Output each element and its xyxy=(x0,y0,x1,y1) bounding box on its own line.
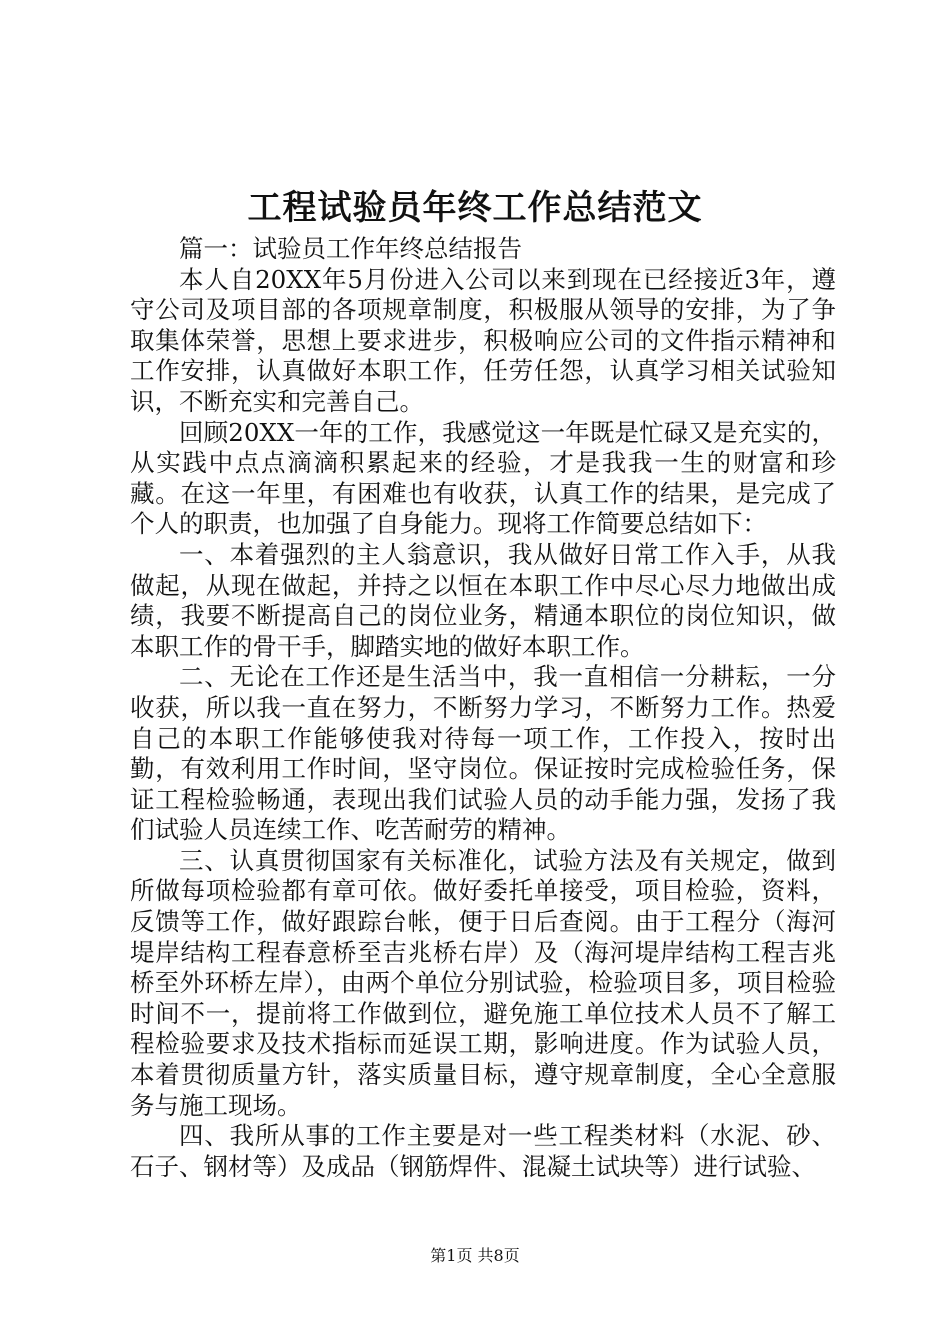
paragraph: 本人自20XX年5月份进入公司以来到现在已经接近3年，遵守公司及项目部的各项规章制度，积极服从领导的安排，为了争取集体荣誉，思想上要求进步，积极响应公司的文件指示精神和工作安排，认真做好本职工作，任劳任怨，认真学习相关试验知识，不断充实和完善自己。 xyxy=(130,264,836,416)
paragraph: 回顾20XX一年的工作，我感觉这一年既是忙碌又是充实的，从实践中点点滴滴积累起来的经验，才是我我一生的财富和珍藏。在这一年里，有困难也有收获，认真工作的结果，是完成了个人的职责，也加强了自身能力。现将工作简要总结如下： xyxy=(130,417,836,539)
document-title: 工程试验员年终工作总结范文 xyxy=(247,188,703,228)
document-body xyxy=(130,234,836,1182)
paragraph: 四、我所从事的工作主要是对一些工程类材料（水泥、砂、石子、钢材等）及成品（钢筋焊件、混凝土试块等）进行试验、 xyxy=(130,1121,836,1181)
paragraph: 三、认真贯彻国家有关标准化，试验方法及有关规定，做到所做每项检验都有章可依。做好委托单接受，项目检验，资料，反馈等工作，做好跟踪台帐，便于日后查阅。由于工程分（海河堤岸结构工程春意桥至吉兆桥右岸）及（海河堤岸结构工程吉兆桥至外环桥左岸），由两个单位分别试验，检验项目多，项目检验时间不一，提前将工作做到位，避免施工单位技术人员不了解工程检验要求及技术指标而延误工期，影响进度。作为试验人员，本着贯彻质量方针，落实质量目标，遵守规章制度，全心全意服务与施工现场。 xyxy=(130,845,836,1120)
page-footer: 第1页 共8页 xyxy=(430,1246,520,1265)
section-heading: 篇一：试验员工作年终总结报告 xyxy=(179,234,522,263)
paragraph: 一、本着强烈的主人翁意识，我从做好日常工作入手，从我做起，从现在做起，并持之以恒在本职工作中尽心尽力地做出成绩，我要不断提高自己的岗位业务，精通本职位的岗位知识，做本职工作的骨干手，脚踏实地的做好本职工作。 xyxy=(130,539,836,661)
paragraph: 二、无论在工作还是生活当中，我一直相信一分耕耘，一分收获，所以我一直在努力，不断努力学习，不断努力工作。热爱自己的本职工作能够使我对待每一项工作，工作投入，按时出勤，有效利用工作时间，坚守岗位。保证按时完成检验任务，保证工程检验畅通，表现出我们试验人员的动手能力强，发扬了我们试验人员连续工作、吃苦耐劳的精神。 xyxy=(130,662,836,845)
